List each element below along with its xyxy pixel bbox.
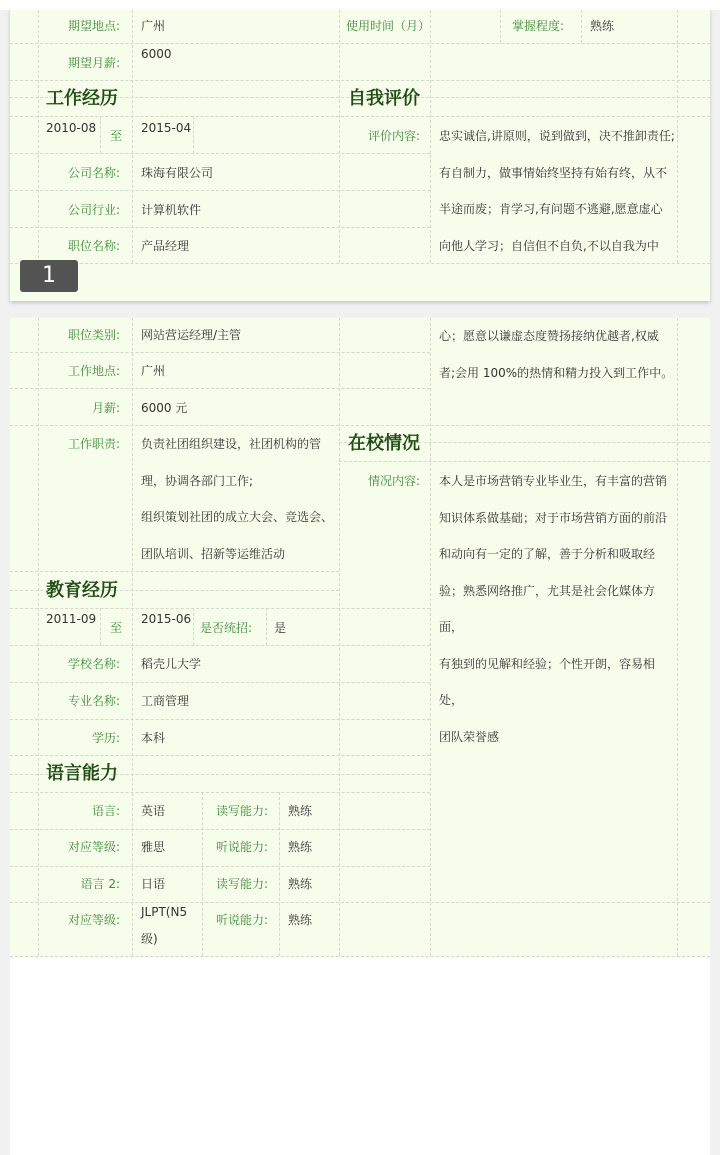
school-situation-line: 和动向有一定的了解，善于分析和吸取经 (439, 547, 656, 561)
self-evaluation-line: 有自制力，做事情始终坚持有始有终，从不 (439, 165, 668, 180)
school-name-value: 稻壳儿大学 (141, 657, 202, 671)
school-situation-line: 团队荣誉感 (439, 729, 500, 744)
language-1-speaking-value: 熟练 (288, 840, 313, 854)
blank-page-area (10, 958, 710, 1155)
page-number-badge: 1 (20, 260, 78, 292)
school-situation-line: 本人是市场营销专业毕业生，有丰富的营销 (439, 474, 668, 488)
self-evaluation-text (439, 118, 677, 264)
language-1-value: 英语 (141, 804, 166, 818)
company-name-value: 珠海有限公司 (141, 166, 214, 180)
language-2-level-label: 对应等级: (67, 913, 120, 927)
position-name-label: 职位名称: (67, 239, 120, 253)
major-label: 专业名称: (67, 694, 120, 708)
degree-label: 学历: (91, 731, 120, 745)
language-2-level-value-line1: JLPT(N5 (141, 905, 188, 919)
position-name-value: 产品经理 (141, 239, 190, 253)
self-evaluation-line: 向他人学习；自信但不自负,不以自我为中 (439, 238, 659, 253)
edu-start-date: 2011-09 (46, 612, 97, 626)
language-1-writing-label: 读写能力: (215, 804, 268, 818)
job-category-value: 网站营运经理/主管 (141, 328, 242, 342)
edu-date-to: 至 (109, 621, 122, 635)
self-evaluation-line: 者;会用 100%的热情和精力投入到工作中。 (439, 365, 674, 380)
resume-page-2 (10, 318, 710, 1155)
language-2-label: 语言 2: (80, 877, 120, 891)
expected-salary-label: 期望月薪: (67, 56, 120, 70)
self-evaluation-line: 忠实诚信,讲原则，说到做到，决不推卸责任; (439, 129, 675, 143)
language-1-writing-value: 熟练 (288, 804, 313, 818)
resume-page-1 (10, 0, 710, 301)
school-situation-line: 验；熟悉网络推广，尤其是社会化媒体方面， (439, 583, 656, 634)
company-name-label: 公司名称: (67, 166, 120, 180)
proficiency-label: 掌握程度: (511, 19, 564, 33)
expected-location-label: 期望地点: (67, 19, 120, 33)
job-duty-label: 工作职责: (67, 437, 120, 451)
expected-salary-value: 6000 (141, 47, 172, 61)
language-1-level-value: 雅思 (141, 840, 166, 854)
work-start-date: 2010-08 (46, 121, 97, 135)
proficiency-value: 熟练 (590, 19, 615, 33)
job-duty-line: 团队培训、招新等运维活动 (141, 546, 286, 561)
self-evaluation-heading: 自我评价 (348, 88, 420, 109)
job-category-label: 职位类别: (67, 328, 120, 342)
job-duty-text (141, 426, 337, 572)
usage-time-label: 使用时间（月） (346, 19, 431, 33)
unified-enrollment-label: 是否统招: (200, 621, 253, 635)
school-situation-heading: 在校情况 (348, 433, 420, 454)
language-2-value: 日语 (141, 877, 166, 891)
school-situation-label: 情况内容: (367, 474, 420, 488)
language-2-writing-label: 读写能力: (215, 877, 268, 891)
language-2-writing-value: 熟练 (288, 877, 313, 891)
top-bar (0, 0, 720, 10)
job-duty-line: 负责社团组织建设，社团机构的管 (141, 437, 322, 451)
company-industry-value: 计算机软件 (141, 203, 202, 217)
language-2-speaking-value: 熟练 (288, 913, 313, 927)
school-situation-line: 知识体系做基础；对于市场营销方面的前沿 (439, 510, 668, 525)
language-1-level-label: 对应等级: (67, 840, 120, 854)
education-heading: 教育经历 (46, 580, 118, 601)
language-1-label: 语言: (91, 804, 120, 818)
language-2-speaking-label: 听说能力: (215, 913, 268, 927)
monthly-salary-label: 月薪: (91, 401, 120, 415)
school-name-label: 学校名称: (67, 657, 120, 671)
job-duty-line: 理，协调各部门工作; (141, 473, 254, 488)
self-evaluation-line: 半途而废；肯学习,有问题不逃避,愿意虚心 (439, 202, 663, 216)
school-situation-line: 有独到的见解和经验；个性开朗，容易相处， (439, 656, 656, 707)
school-situation-text (439, 463, 677, 755)
degree-value: 本科 (141, 731, 166, 745)
work-date-to: 至 (109, 129, 122, 143)
self-evaluation-label: 评价内容: (367, 129, 420, 143)
work-end-date: 2015-04 (141, 121, 192, 135)
monthly-salary-value: 6000 元 (141, 401, 188, 415)
edu-end-date: 2015-06 (141, 612, 192, 626)
resume-grid (10, 318, 710, 958)
work-location-value: 广州 (141, 364, 166, 378)
self-evaluation-line: 心；愿意以谦虚态度赞扬接纳优越者,权威 (439, 329, 659, 343)
language-1-speaking-label: 听说能力: (215, 840, 268, 854)
language-heading: 语言能力 (46, 763, 118, 784)
company-industry-label: 公司行业: (67, 203, 120, 217)
unified-enrollment-value: 是 (274, 621, 287, 635)
major-value: 工商管理 (141, 694, 190, 708)
self-evaluation-continued (439, 318, 677, 391)
work-experience-heading: 工作经历 (46, 88, 118, 109)
language-2-level-value-line2: 级) (141, 932, 158, 946)
work-location-label: 工作地点: (67, 364, 120, 378)
expected-location-value: 广州 (141, 19, 166, 33)
job-duty-line: 组织策划社团的成立大会、竞选会、 (141, 510, 334, 524)
